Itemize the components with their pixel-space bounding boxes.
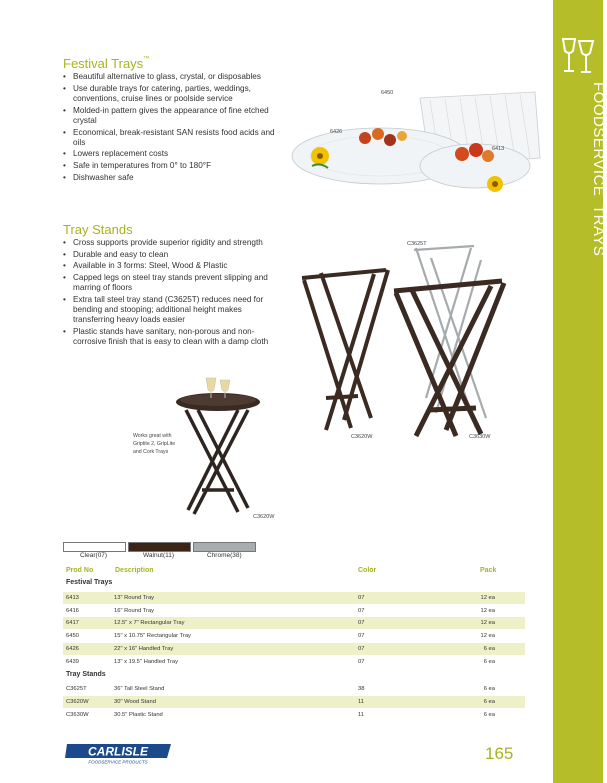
caption-c3630w: C3630W [469, 434, 491, 440]
list-item: • Use durable trays for catering, parties, weddings, conventions, cruise lines or poolside service [63, 84, 288, 104]
col-header-pack: Pack [480, 567, 497, 574]
list-item: • Extra tall steel tray stand (C3625T) reduces need for bending and stooping; additional height makes transferring heavy loads easier [63, 295, 273, 326]
list-item: • Safe in temperatures from 0° to 180°F [63, 161, 288, 171]
list-item: • Dishwasher safe [63, 173, 288, 183]
list-item: • Lowers replacement costs [63, 149, 288, 159]
swatch-chrome [193, 542, 256, 552]
table-row: 6439 13" x 19.5" Handled Tray 07 6 ea [66, 659, 495, 665]
table-row: 6426 22" x 16" Handled Tray 07 6 ea [63, 643, 525, 655]
swatch-clear [63, 542, 126, 552]
list-item: • Economical, break-resistant SAN resists food acids and oils [63, 128, 288, 148]
section-sidebar [553, 0, 607, 783]
festival-bullets [63, 72, 288, 185]
list-item: • Beautiful alternative to glass, crystal, or disposables [63, 72, 288, 82]
swatch-label-chrome: Chrome(38) [207, 552, 242, 559]
caption-c3620w: C3620W [351, 434, 373, 440]
list-item: • Plastic stands have sanitary, non-porous and non-corrosive finish that is easy to clean with a damp cloth [63, 327, 273, 347]
page-number: 165 [485, 744, 514, 763]
list-item: • Capped legs on steel tray stands prevent slipping and marring of floors [63, 273, 273, 293]
table-row: C3630W 30.5" Plastic Stand 11 6 ea [66, 712, 495, 718]
list-item: • Available in 3 forms: Steel, Wood & Plastic [63, 261, 273, 271]
swatch-label-clear: Clear(07) [80, 552, 108, 559]
caption-6413: 6413 [492, 146, 505, 152]
logo-tagline: FOODSERVICE PRODUCTS [88, 759, 148, 765]
list-item: • Molded-in pattern gives the appearance of fine etched crystal [63, 106, 288, 126]
festival-trays-heading: Festival Trays™ [63, 56, 150, 71]
list-item: • Cross supports provide superior rigidity and strength [63, 238, 273, 248]
caption-c3625t: C3625T [407, 241, 427, 247]
sidebar-title: FOODSERVICE TRAYS [590, 82, 607, 257]
table-row: C3620W 30" Wood Stand 11 6 ea [63, 696, 525, 708]
table-row: 6413 13" Round Tray 07 12 ea [63, 592, 525, 604]
table-row: 6417 12.5" x 7" Rectangular Tray 07 12 ea [63, 617, 525, 629]
tray-stands-heading: Tray Stands [63, 222, 133, 237]
col-header-prod: Prod No [66, 567, 94, 574]
swatch-walnut [128, 542, 191, 552]
caption-c3620w-small: C3620W [253, 514, 275, 520]
works-with-note [133, 432, 175, 456]
caption-6426: 6426 [330, 129, 343, 135]
carlisle-logo [63, 741, 173, 765]
list-item: • Durable and easy to clean [63, 250, 273, 260]
table-row: 6416 16" Round Tray 07 12 ea [66, 608, 495, 614]
stand-with-tray-image [172, 372, 262, 522]
table-section-stands: Tray Stands [66, 671, 106, 678]
festival-trays-image [290, 88, 545, 210]
note-line: and Cork Trays [133, 449, 169, 455]
col-header-desc: Description [115, 567, 154, 574]
note-line: Griptite 2, GripLite [133, 441, 176, 447]
table-row: C3625T 36" Tall Steel Stand 38 6 ea [66, 686, 495, 692]
caption-6450: 6450 [381, 90, 394, 96]
stands-bullets [63, 238, 273, 349]
table-section-festival: Festival Trays [66, 579, 113, 586]
table-row: 6450 15" x 10.75" Rectangular Tray 07 12 ea [66, 633, 495, 639]
logo-brand: CARLISLE [88, 744, 148, 759]
note-line: Works great with [133, 433, 172, 439]
wine-glasses-icon [557, 36, 599, 76]
swatch-label-walnut: Walnut(11) [143, 552, 175, 559]
col-header-color: Color [358, 567, 377, 574]
tray-stands-image [296, 238, 518, 438]
